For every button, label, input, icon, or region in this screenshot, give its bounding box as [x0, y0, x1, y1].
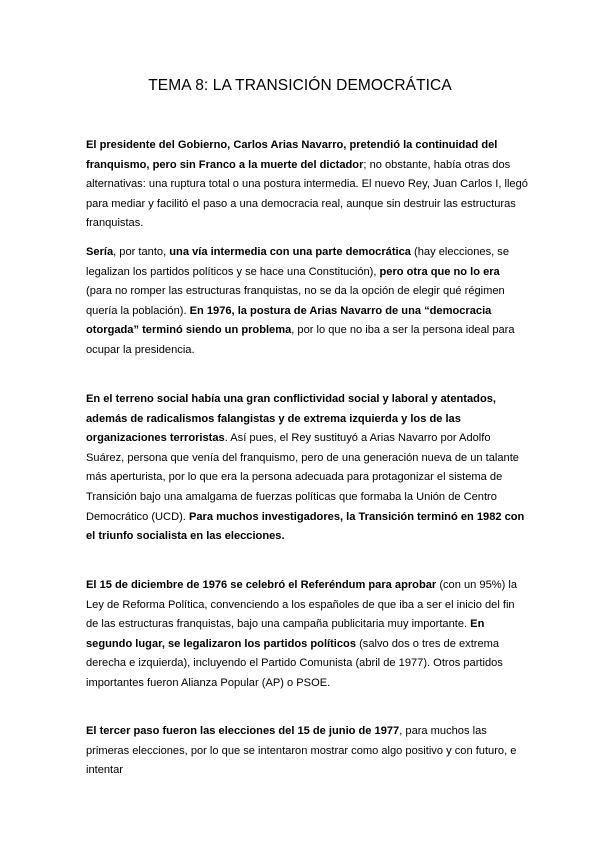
text-segment-bold: El tercer paso fueron las elecciones del 15 de junio de 1977 — [86, 725, 400, 737]
text-segment-bold: Sería — [86, 246, 114, 258]
text-segment-bold: El 15 de diciembre de 1976 se celebró el Referéndum para aprobar — [86, 579, 437, 591]
text-segment: , por tanto, — [113, 246, 170, 258]
paragraph-referendum — [86, 576, 528, 694]
text-segment: , por lo que no iba a ser la persona ideal para ocupar la presidencia. — [86, 324, 515, 356]
text-segment: (salvo dos o tres de extrema derecha e izquierda), incluyendo el Partido Comunista (abril de 1977). Otros partidos importantes fueron Alianza Popular (AP) o PSOE. — [86, 637, 503, 689]
text-segment-bold: El presidente del Gobierno, Carlos Arias Navarro, pretendió la continuidad del franquismo, pero sin Franco a la muerte del dictador — [86, 139, 498, 171]
text-segment: , para muchos las primeras elecciones, por lo que se intentaron mostrar como algo positivo y con futuro, e intentar — [86, 725, 517, 777]
text-segment-bold: En el terreno social había una gran conflictividad social y laboral y atentados, además de radicalismos falangistas y de extrema izquierda y los de las organizaciones terroristas — [86, 393, 496, 445]
paragraph-via-intermedia — [86, 243, 528, 361]
text-segment-bold: En 1976, la postura de Arias Navarro de una “democracia otorgada” terminó siendo un problema — [86, 304, 492, 337]
paragraph-terreno-social — [86, 390, 528, 547]
text-segment-bold: una vía intermedia con una parte democrática — [169, 246, 411, 258]
text-segment: (para no romper las estructuras franquistas, no se da la opción de elegir qué régimen quería la población). — [86, 285, 505, 317]
text-segment-bold: En segundo lugar, se legalizaron los partidos políticos — [86, 618, 485, 650]
paragraph-elecciones-1977 — [86, 722, 528, 781]
text-segment: (hay elecciones, se legalizan los partidos políticos y se hace una Constitución), — [86, 246, 509, 278]
text-segment-bold: pero otra que no lo era — [379, 265, 500, 278]
text-segment: (con un 95%) la Ley de Reforma Política, convenciendo a los españoles de que iba a ser el inicio del fin de las estructuras franquistas, bajo una campaña publicitaria muy importante. — [86, 579, 518, 631]
text-segment: . Así pues, el Rey sustituyó a Arias Navarro por Adolfo Suárez, persona que venía del franquismo, pero de una generación nueva de un talante más aperturista, por lo que era la persona adecuada para protagonizar el sistema de Transición bajo una amalgama de fuerzas políticas que formaba la Unión de Centro Democrático (UCD). — [86, 432, 519, 523]
document-title: TEMA 8: LA TRANSICIÓN DEMOCRÁTICA — [148, 77, 452, 94]
text-segment-bold: Para muchos investigadores, la Transición terminó en 1982 con el triunfo socialista en las elecciones. — [86, 510, 525, 543]
paragraph-arias-navarro — [86, 136, 528, 234]
text-segment: ; no obstante, había otras dos alternativas: una ruptura total o una postura intermedia. El nuevo Rey, Juan Carlos I, llegó para mediar y facilitó el paso a una democracia real, aunque sin destruir las estructuras franquistas. — [86, 158, 528, 230]
